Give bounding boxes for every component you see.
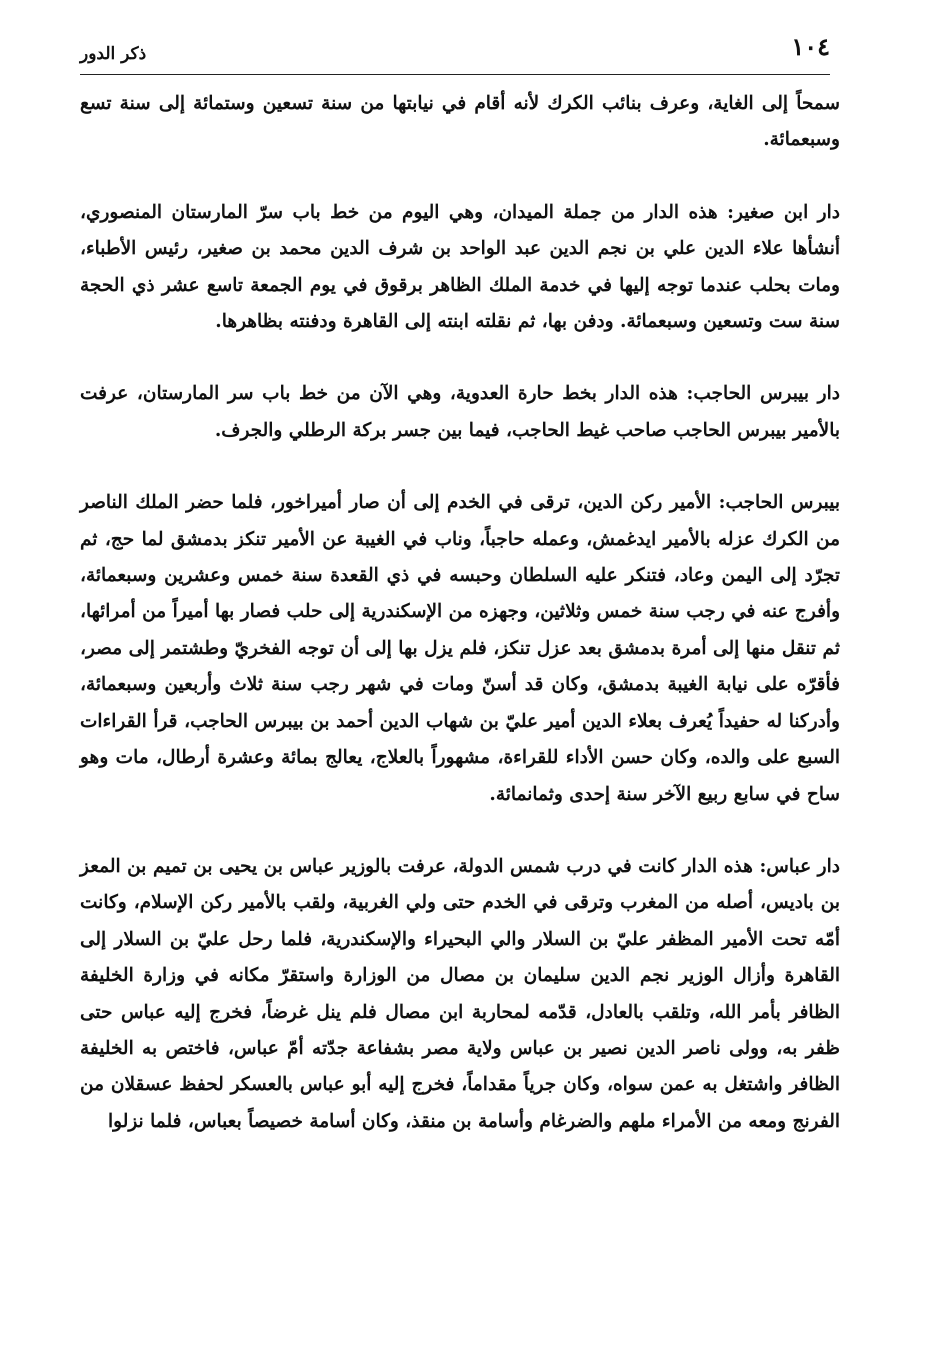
paragraph-dar-abbas: دار عباس: هذه الدار كانت في درب شمس الدولة، عرفت بالوزير عباس بن يحيى بن تميم بن المعز بن باديس، أصله من المغرب وترقى في الخدم حتى ولي الغربية، ولقب بالأمير ركن الإسلام، وكانت أمّه تحت الأمير المظفر عليّ بن السلار والي البحيراء والإسكندرية، فلما رحل عليّ بن السلار إلى القاهرة وأزال الوزير نجم الدين سليمان بن مصال من الوزارة واستقرّ مكانه في وزارة الخليفة الظافر بأمر الله، وتلقب بالعادل، قدّمه لمحاربة ابن مصال فلم ينل غرضاً، فخرج إليه عباس حتى ظفر به، وولى ناصر الدين نصير بن عباس ولاية مصر بشفاعة جدّته أمّ عباس، فاختص به الخليفة الظافر واشتغل به عمن سواه، وكان جرياً مقداماً، فخرج إليه أبو عباس بالعسكر لحفظ عسقلان من الفرنج ومعه من الأمراء ملهم والضرغام وأسامة بن منقذ، وكان أسامة خصيصاً بعباس، فلما نزلوا xyxy=(80,855,840,1132)
body-text xyxy=(80,86,840,1140)
page-header xyxy=(80,28,830,76)
paragraph-continuation: سمحاً إلى الغاية، وعرف بنائب الكرك لأنه أقام في نيابتها من سنة تسعين وستمائة إلى سنة تسع وسبعمائة. xyxy=(80,93,840,151)
running-title: ذكر الدور xyxy=(80,44,147,64)
header-rule xyxy=(80,74,830,75)
page-number: ١٠٤ xyxy=(791,32,830,61)
paragraph-dar-baybars-al-hajib: دار بيبرس الحاجب: هذه الدار بخط حارة العدوية، وهي الآن من خط باب سر المارستان، عرفت بالأمير بيبرس الحاجب صاحب غيط الحاجب، فيما بين جسر بركة الرطلي والجرف. xyxy=(80,383,840,441)
paragraph-dar-ibn-saghir: دار ابن صغير: هذه الدار من جملة الميدان، وهي اليوم من خط باب سرّ المارستان المنصوري، أنشأها علاء الدين علي بن نجم الدين عبد الواحد بن شرف الدين محمد بن صغير، رئيس الأطباء، ومات بحلب عندما توجه إليها في خدمة الملك الظاهر برقوق في يوم الجمعة تاسع عشر ذي الحجة سنة ست وتسعين وسبعمائة. ودفن بها، ثم نقلته ابنته إلى القاهرة ودفنته بظاهرها. xyxy=(80,201,840,333)
paragraph-baybars-al-hajib: بيبرس الحاجب: الأمير ركن الدين، ترقى في الخدم إلى أن صار أميراخور، فلما حضر الملك الناصر من الكرك عزله بالأمير ايدغمش، وعمله حاجباً، وناب في الغيبة عن الأمير تنكز بدمشق لما حج، ثم تجرّد إلى اليمن وعاد، فتنكر عليه السلطان وحبسه في ذي القعدة سنة خمس وعشرين وسبعمائة، وأفرج عنه في رجب سنة خمس وثلاثين، وجهزه من الإسكندرية إلى حلب فصار بها أميراً من أمرائها، ثم تنقل منها إلى أمرة بدمشق بعد عزل تنكز، فلم يزل بها إلى أن توجه الفخريّ وطشتمر إلى مصر، فأقرّه على نيابة الغيبة بدمشق، وكان قد أسنّ ومات في شهر رجب سنة ثلاث وأربعين وسبعمائة، وأدركنا له حفيداً يُعرف بعلاء الدين أمير عليّ بن شهاب الدين أحمد بن بيبرس الحاجب، قرأ القراءات السبع على والده، وكان حسن الأداء للقراءة، مشهوراً بالعلاج، يعالج بمائة وعشرة أرطال، مات وهو ساح في سابع ربيع الآخر سنة إحدى وثمانمائة. xyxy=(80,492,840,805)
